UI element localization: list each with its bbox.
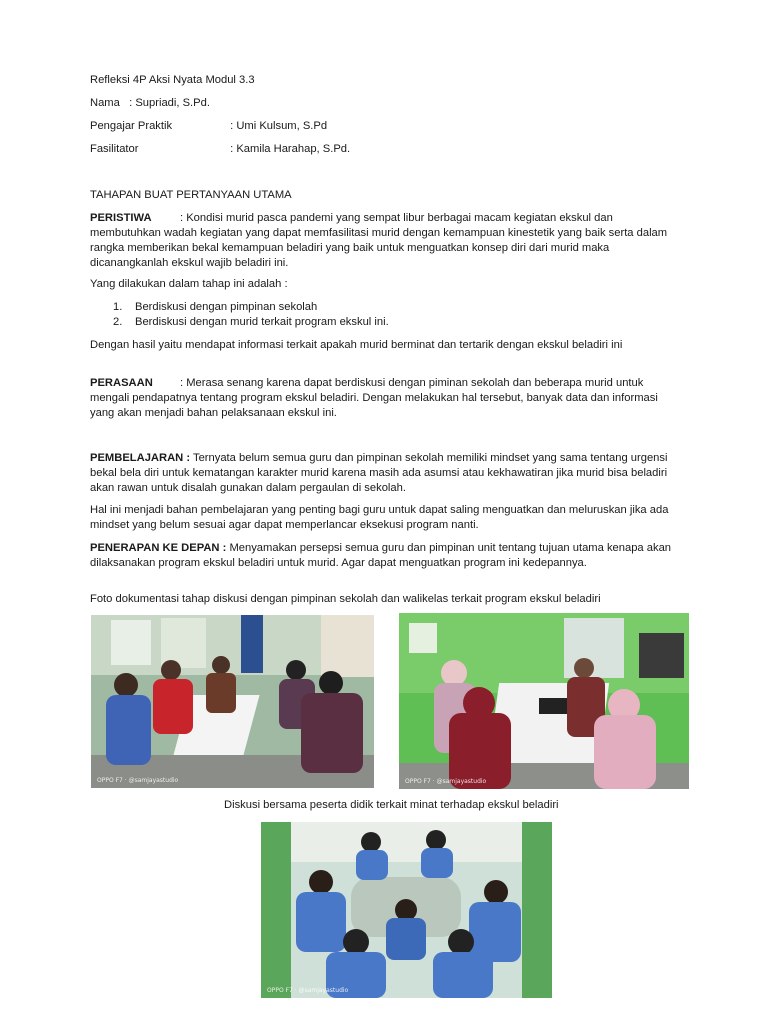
fasilitator-label: Fasilitator xyxy=(90,143,139,155)
tahap-intro: Yang dilakukan dalam tahap ini adalah : xyxy=(90,278,288,290)
peristiwa-label: PERISTIWA xyxy=(90,212,152,224)
penerapan-text: Menyamakan persepsi semua guru dan pimpinan unit tentang tujuan utama kenapa akan dilaksanakan program ekskul beladiri untuk murid. Agar dapat menguatkan program ini kedepannya. xyxy=(90,542,672,569)
pembelajaran-label: PEMBELAJARAN : xyxy=(90,452,191,464)
photo-watermark: OPPO F7 · @samjayastudio xyxy=(97,777,179,784)
photo-discussion-walikelas xyxy=(399,613,689,789)
nama-row xyxy=(90,96,210,111)
photo-watermark: OPPO F7 · @samjayastudio xyxy=(405,778,487,785)
nama-label: Nama xyxy=(90,97,120,109)
penerapan-paragraph xyxy=(90,541,682,571)
fasilitator-value: : Kamila Harahap, S.Pd. xyxy=(230,143,351,155)
perasaan-label: PERASAAN xyxy=(90,377,153,389)
hasil-paragraph: Dengan hasil yaitu mendapat informasi terkait apakah murid berminat dan tertarik dengan ekskul beladiri ini xyxy=(90,339,623,351)
pembelajaran-paragraph xyxy=(90,451,682,496)
perasaan-paragraph xyxy=(90,376,682,421)
list-item xyxy=(113,315,389,330)
pengajar-label: Pengajar Praktik xyxy=(90,120,173,132)
section-title: TAHAPAN BUAT PERTANYAAN UTAMA xyxy=(90,189,292,201)
list-item-number: 2. xyxy=(113,316,123,328)
photo-watermark: OPPO F7 · @samjayastudio xyxy=(267,987,349,994)
hal-ini-paragraph: Hal ini menjadi bahan pembelajaran yang penting bagi guru untuk dapat saling menguatkan dan meluruskan jika ada mindset yang belum sesuai agar dapat memperlancar eksekusi program nanti. xyxy=(90,504,669,531)
nama-value: : Supriadi, S.Pd. xyxy=(129,97,210,109)
foto-caption-1: Foto dokumentasi tahap diskusi dengan pimpinan sekolah dan walikelas terkait program ekskul beladiri xyxy=(90,593,601,605)
photo-discussion-students xyxy=(261,822,552,998)
list-item-text: Berdiskusi dengan murid terkait program ekskul ini. xyxy=(135,316,389,328)
foto-caption-2: Diskusi bersama peserta didik terkait minat terhadap ekskul beladiri xyxy=(224,799,559,811)
peristiwa-paragraph xyxy=(90,211,682,271)
list-item-text: Berdiskusi dengan pimpinan sekolah xyxy=(135,301,318,313)
photo-discussion-leadership xyxy=(91,615,374,788)
list-item-number: 1. xyxy=(113,301,123,313)
peristiwa-text: : Kondisi murid pasca pandemi yang sempat libur berbagai macam kegiatan ekskul dan membutuhkan wadah kegiatan yang dapat memfasilitasi murid dengan kemampuan kinestetik yang baik serta dalam rangka memberikan bekal kemampuan beladiri yang baik untuk menguatkan konsep diri dari murid maka dicanangkanlah ekskul wajib beladiri ini. xyxy=(90,212,668,269)
fasilitator-row xyxy=(90,142,350,157)
pengajar-row xyxy=(90,119,327,134)
pembelajaran-text: Ternyata belum semua guru dan pimpinan sekolah memiliki mindset yang sama tentang urgensi bekal bela diri untuk kematangan karakter murid karena masih ada asumsi atau kekhawatiran jika murid bisa beladiri akan rawan untuk disalah gunakan dalam pergaulan di sekolah. xyxy=(90,452,668,494)
penerapan-label: PENERAPAN KE DEPAN : xyxy=(90,542,227,554)
list-item xyxy=(113,300,317,315)
document-title: Refleksi 4P Aksi Nyata Modul 3.3 xyxy=(90,74,255,86)
perasaan-text: : Merasa senang karena dapat berdiskusi dengan piminan sekolah dan beberapa murid untuk mengali pendapatnya tentang program ekskul beladiri. Dengan melakukan hal tersebut, banyak data dan informasi yang akan menjadi bahan pelaksanaan ekskul ini. xyxy=(90,377,658,419)
pengajar-value: : Umi Kulsum, S.Pd xyxy=(230,120,328,132)
